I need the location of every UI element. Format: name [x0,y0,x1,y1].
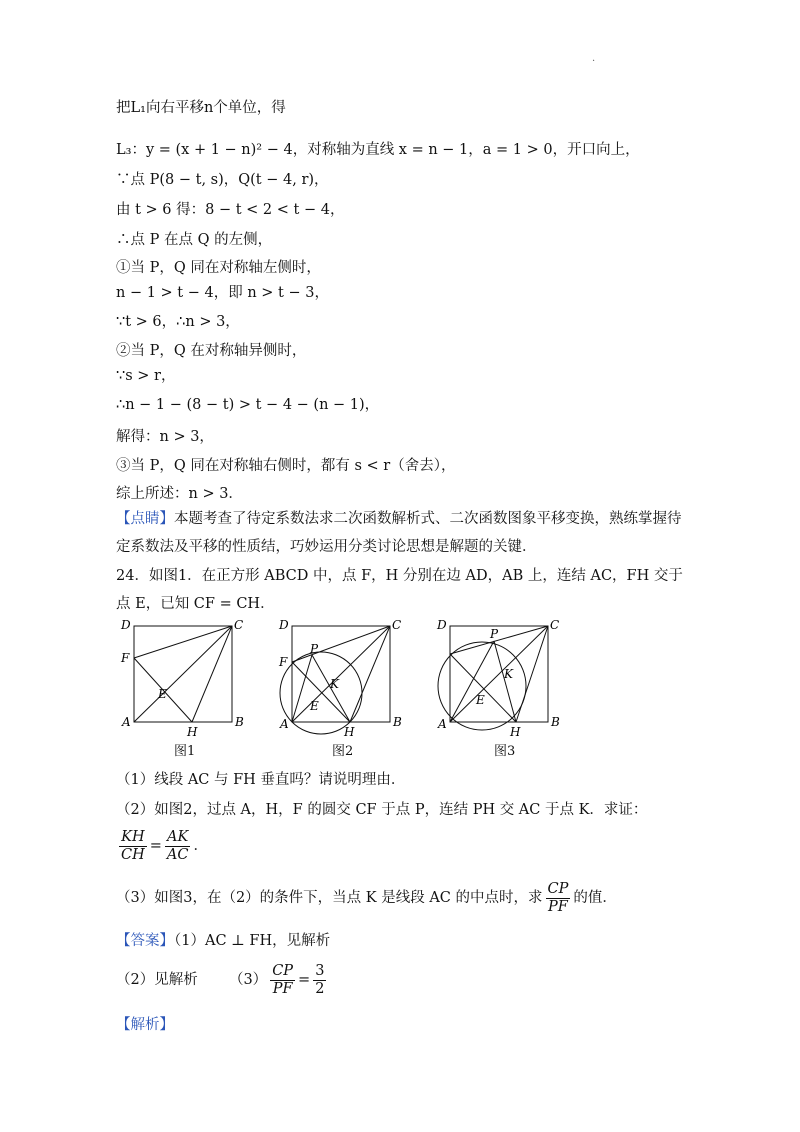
solution-line: ②当 P，Q 在对称轴异侧时， [116,343,307,359]
question-24-part-2: （2）如图2，过点 A，H，F 的圆交 CF 于点 P，连结 PH 交 AC 于点 K．求证： [116,802,648,818]
dianjing-text: 本题考查了待定系数法求二次函数解析式、二次函数图象平移变换，熟练掌握待定系数法及平移的性质结，巧妙运用分类讨论思想是解题的关键． [116,511,682,555]
fig1-label-H: H [187,725,198,739]
fraction-kh-ch [119,829,147,864]
fig2-label-B: B [393,715,402,729]
analysis-tag: 【解析】 [116,1017,174,1033]
fraction-three-halves [313,963,326,998]
solution-line: ①当 P，Q 同在对称轴左侧时， [116,260,321,276]
fig1-label-F: F [121,651,130,665]
fig3-label-P: P [490,627,499,641]
answer-tag: 【答案】 [116,933,174,949]
part-3-text: （3）如图3，在（2）的条件下，当点 K 是线段 AC 的中点时，求 [116,890,543,906]
fraction-numerator: AK [165,829,191,847]
solution-line: ∴n − 1 − (8 − t) > t − 4 − (n − 1)， [116,397,380,413]
fig2-label-K: K [330,677,339,691]
fig3-label-K: K [504,667,513,681]
fraction-cp-pf-answer [270,963,295,998]
question-24-intro: 24．如图1．在正方形 ABCD 中，点 F，H 分别在边 AD，AB 上，连结 AC，FH 交于 [116,568,683,584]
solution-line: ∵t > 6，∴n > 3， [116,314,240,330]
fig2-label-H: H [344,725,355,739]
fig2-label-E: E [310,699,319,713]
figure-1 [118,614,248,739]
answer-line-1 [116,931,330,951]
fraction-numerator: CP [272,962,294,979]
fig1-label-E: E [158,687,167,701]
solution-line: ③当 P，Q 同在对称轴右侧时，都有 s < r（舍去）， [116,458,456,474]
fraction-denominator: PF [272,980,293,997]
question-24-part-1: （1）线段 AC 与 FH 垂直吗？请说明理由． [116,772,406,788]
fraction-numerator: CP [547,880,569,897]
fraction-ak-ac [165,829,191,864]
figure-2 [276,614,406,739]
question-24-part-3 [116,878,617,918]
equals-sign: = [298,972,311,988]
fraction-denominator: AC [166,846,189,863]
answer-1: （1）AC ⊥ FH，见解析 [174,933,331,949]
solution-line: ∴点 P 在点 Q 的左侧， [116,232,273,248]
fig2-label-A: A [280,717,289,731]
period: ． [193,838,208,854]
part-2-equation [116,826,208,866]
question-24-intro-2: 点 E，已知 CF = CH． [116,596,275,612]
equals-sign: = [149,838,162,854]
fraction-denominator: PF [548,898,568,915]
answer-line-2 [116,960,329,1000]
fig3-label-C: C [550,618,560,632]
fig3-label-A: A [438,717,447,731]
solution-line: 综上所述：n > 3． [116,486,243,502]
fig2-label-F: F [279,655,288,669]
solution-line: 把L₁向右平移n个单位，得 [116,100,286,116]
solution-line: 解得：n > 3， [116,429,214,445]
fraction-numerator: KH [119,829,147,847]
dianjing-tag: 【点睛】 [116,511,174,527]
fig1-label-C: C [234,618,244,632]
answer-2: （2）见解析 [116,972,198,988]
solution-line: L₃：y = (x + 1 − n)² − 4，对称轴为直线 x = n − 1，a = 1 > 0，开口向上， [116,142,640,158]
solution-line: ∵点 P(8 − t, s)，Q(t − 4, r)， [116,172,329,188]
fig3-label-D: D [437,618,447,632]
answer-3-label: （3） [228,972,268,988]
fraction-numerator: 3 [315,962,325,979]
fraction-denominator: CH [121,846,145,863]
corner-mark: · [592,56,596,67]
fig2-label-D: D [279,618,289,632]
solution-line: ∵s > r， [116,368,176,384]
fig1-label-D: D [121,618,131,632]
fig1-label-B: B [235,715,244,729]
figure-3 [434,614,569,739]
fraction-denominator: 2 [315,980,325,997]
fig2-label-P: P [310,642,319,656]
figure-3-caption: 图3 [494,744,516,759]
fig3-label-E: E [476,693,485,707]
part-3-text-end: 的值． [573,890,617,906]
fig3-label-H: H [510,725,521,739]
fig3-label-B: B [551,715,560,729]
figure-2-caption: 图2 [332,744,354,759]
fig1-label-A: A [122,715,131,729]
solution-line: n − 1 > t − 4，即 n > t − 3， [116,285,329,301]
figure-1-caption: 图1 [174,744,196,759]
solution-line: 由 t > 6 得：8 − t < 2 < t − 4， [116,202,345,218]
fraction-cp-pf [546,881,571,916]
fig2-label-C: C [392,618,402,632]
dianjing-note [116,505,691,561]
